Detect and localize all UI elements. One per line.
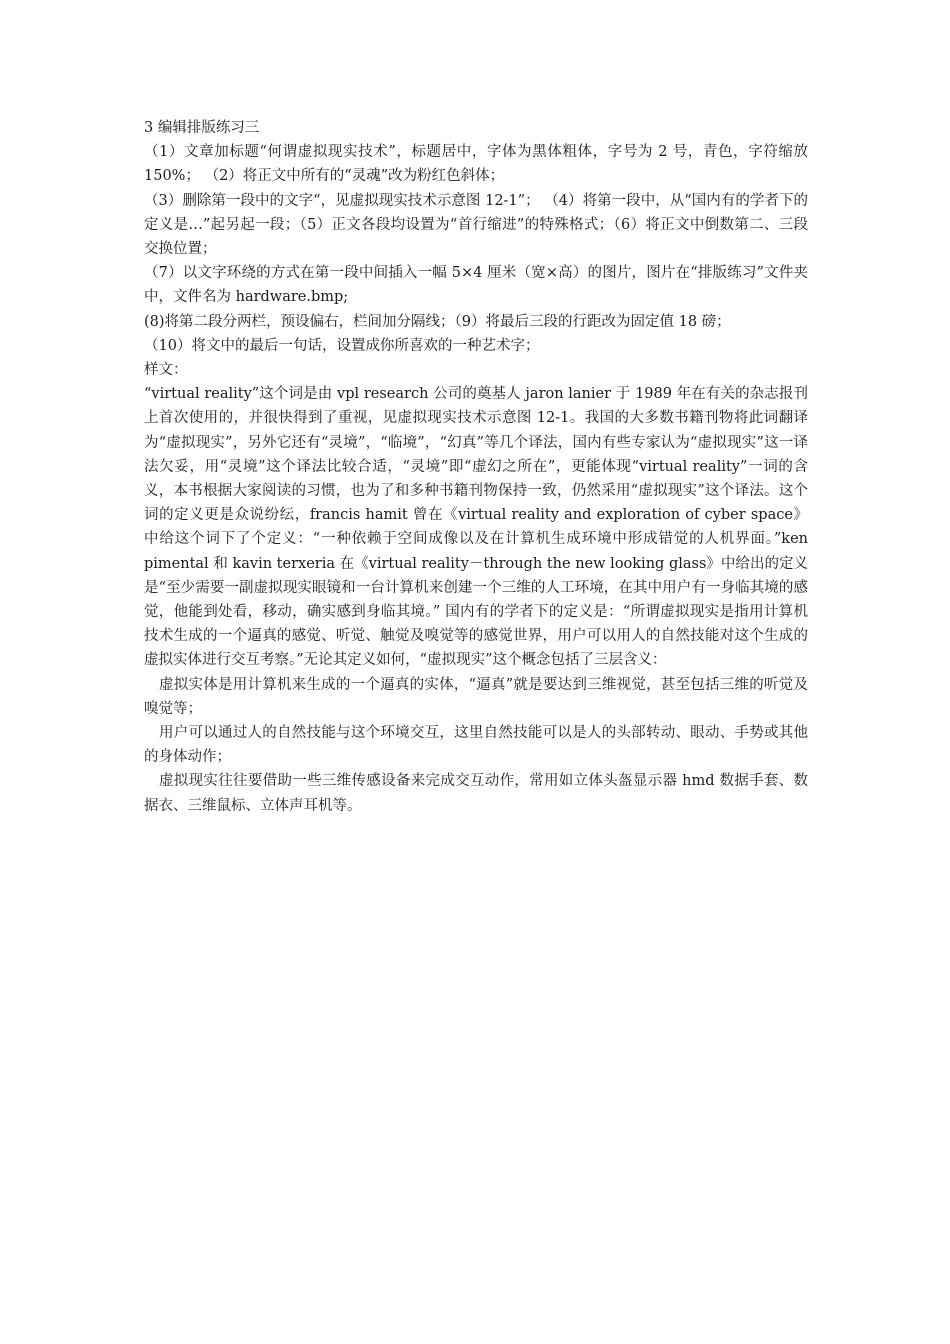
instruction-7: （7）以文字环绕的方式在第一段中间插入一幅 5×4 厘米（宽×高）的图片，图片在“排版练习”文件夹中，文件名为 hardware.bmp;	[144, 265, 808, 306]
sample-point-2: 用户可以通过人的自然技能与这个环境交互，这里自然技能可以是人的头部转动、眼动、手势或其他的身体动作；	[144, 725, 808, 766]
instruction-10: （10）将文中的最后一句话，设置成你所喜欢的一种艺术字；	[144, 337, 540, 354]
instruction-3-6: （3）删除第一段中的文字“，见虚拟现实技术示意图 12-1”； （4）将第一段中，从“国内有的学者下的定义是…”起另起一段；（5）正文各段均设置为“首行缩进”的特殊格式；（6）将正文中倒数第二、三段交换位置；	[144, 192, 808, 258]
sample-point-3: 虚拟现实往往要借助一些三维传感设备来完成交互动作，常用如立体头盔显示器 hmd 数据手套、数据衣、三维鼠标、立体声耳机等。	[144, 773, 808, 814]
document-body	[144, 116, 808, 818]
instruction-8-9: (8)将第二段分两栏，预设偏右，栏间加分隔线；（9）将最后三段的行距改为固定值 18 磅；	[144, 313, 731, 330]
instruction-1-2: （1）文章加标题“何谓虚拟现实技术”，标题居中，字体为黑体粗体，字号为 2 号，青色，字符缩放 150%； （2）将正文中所有的“灵魂”改为粉红色斜体；	[144, 144, 808, 185]
exercise-heading: 3 编辑排版练习三	[144, 120, 260, 136]
sample-point-1: 虚拟实体是用计算机来生成的一个逼真的实体，“逼真”就是要达到三维视觉，甚至包括三维的听觉及嗅觉等；	[144, 676, 808, 717]
sample-body-paragraph: “virtual reality”这个词是由 vpl research 公司的奠基人 jaron lanier 于 1989 年在有关的杂志报刊上首次使用的，并很快得到了重视，见虚拟现实技术示意图 12-1。我国的大多数书籍刊物将此词翻译为“虚拟现实”，另外它还有“灵境”，“临境”，“幻真”等几个译法，国内有些专家认为“虚拟现实”这一译法欠妥，用“灵境”这个译法比较合适，“灵境”即“虚幻之所在”，更能体现“virtual reality”一词的含义，本书根据大家阅读的习惯，也为了和多种书籍刊物保持一致，仍然采用“虚拟现实”这个译法。这个词的定义更是众说纷纭，francis hamit 曾在《virtual reality and exploration of cyber space》中给这个词下了个定义：“一种依赖于空间成像以及在计算机生成环境中形成错觉的人机界面。”ken pimental 和 kavin terxeria 在《virtual reality－through the new looking glass》中给出的定义是“至少需要一副虚拟现实眼镜和一台计算机来创建一个三维的人工环境，在其中用户有一身临其境的感觉，他能到处看，移动，确实感到身临其境。” 国内有的学者下的定义是：“所谓虚拟现实是指用计算机技术生成的一个逼真的感觉、听觉、触觉及嗅觉等的感觉世界，用户可以用人的自然技能对这个生成的虚拟实体进行交互考察。”无论其定义如何，“虚拟现实”这个概念包括了三层含义：	[144, 386, 808, 669]
sample-label: 样文：	[144, 362, 188, 379]
